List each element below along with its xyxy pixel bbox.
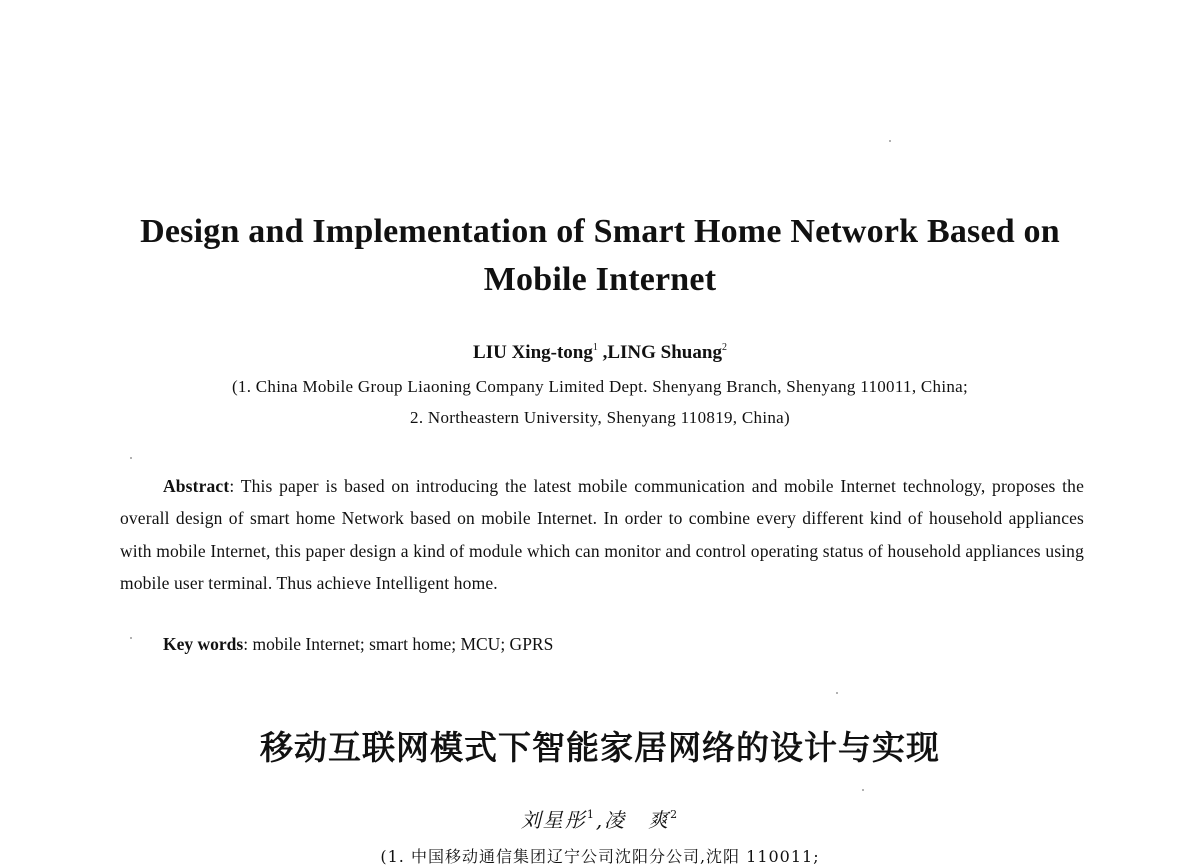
authors-cn xyxy=(100,806,1100,834)
abstract-text: This paper is based on introducing the latest mobile communication and mobile Internet technology, proposes the overall design of smart home Network based on mobile Internet. In order to combine every different kind of household appliances with mobile Internet, this paper design a kind of module which can monitor and control operating status of household appliances using mobile user terminal. Thus achieve Intelligent home. xyxy=(120,476,1084,593)
paper-title-en: Design and Implementation of Smart Home Network Based on Mobile Internet xyxy=(140,213,1060,298)
abstract-paragraph xyxy=(120,470,1084,599)
affiliation-en-line-2: 2. Northeastern University, Shenyang 110819, China) xyxy=(410,408,790,427)
author-2-affiliation-mark-cn: 2 xyxy=(670,808,680,821)
scan-speck xyxy=(130,637,132,639)
authors-en xyxy=(100,340,1100,366)
keywords-text: mobile Internet; smart home; MCU; GPRS xyxy=(252,634,554,654)
scan-speck xyxy=(130,457,132,459)
author-2-name: LING Shuang xyxy=(607,342,722,363)
paper-title-cn: 移动互联网模式下智能家居网络的设计与实现 xyxy=(260,728,940,767)
abstract-colon: : xyxy=(229,476,241,496)
author-separator-cn: , xyxy=(595,808,605,832)
keywords-line xyxy=(163,630,553,658)
keywords-colon: : xyxy=(243,634,253,654)
author-1-affiliation-mark: 1 xyxy=(592,342,598,353)
affiliation-cn-line-1: (1. 中国移动通信集团辽宁公司沈阳分公司,沈阳 110011; xyxy=(380,847,820,866)
author-2-affiliation-mark: 2 xyxy=(721,342,727,353)
affiliation-en-line-1: (1. China Mobile Group Liaoning Company Limited Dept. Shenyang Branch, Shenyang 110011, China; xyxy=(231,377,969,396)
author-1-affiliation-mark-cn: 1 xyxy=(586,808,596,821)
author-1-name-cn: 刘星彤 xyxy=(520,808,587,832)
scan-speck xyxy=(836,692,838,694)
scan-speck xyxy=(862,789,864,791)
scan-speck xyxy=(889,140,891,142)
abstract-label: Abstract xyxy=(163,476,230,496)
author-2-name-cn: 凌 爽 xyxy=(604,808,671,832)
keywords-label: Key words xyxy=(163,634,244,654)
author-separator: , xyxy=(597,342,608,363)
author-1-name: LIU Xing-tong xyxy=(473,342,593,363)
